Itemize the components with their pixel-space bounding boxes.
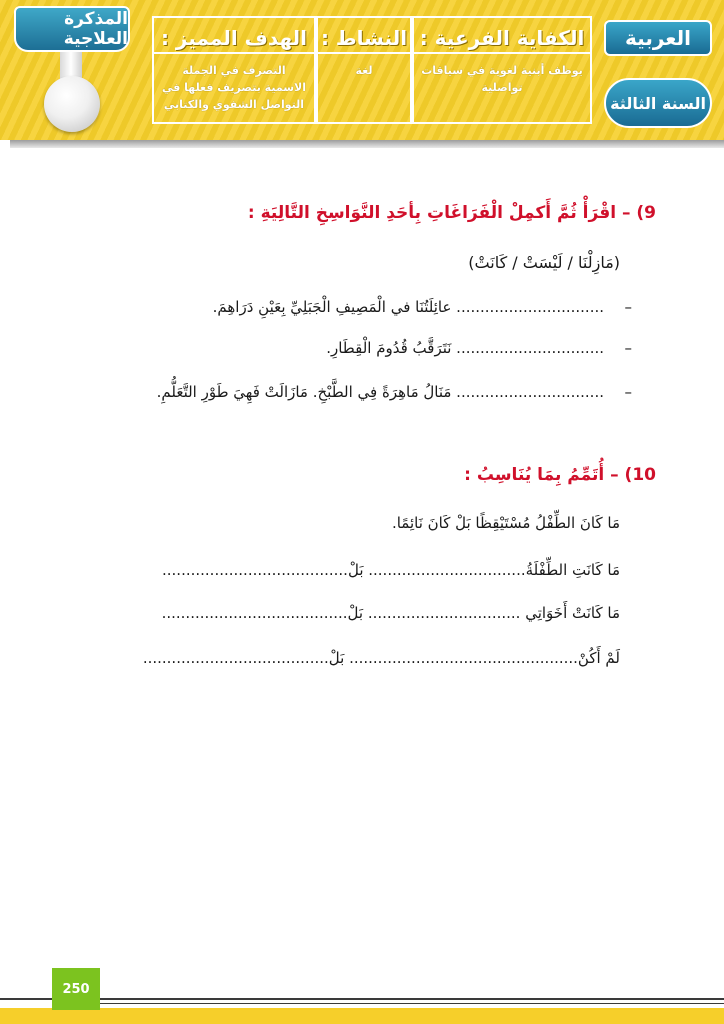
exercise-10-title [464,465,656,485]
exercise-9-title [248,203,656,223]
footer-rule-thin [100,1003,724,1004]
exercise-10-item: لَمْ أَكُنْ................................................ بَلْ....................................... [142,649,620,667]
goal-text: التصرف في الجملة الاسمية بتصريف فعلها في التواصل الشفوي والكتابي [162,64,306,111]
exercise-9-number: 9) [636,203,656,223]
page-number: 250 [52,968,100,1010]
competence-box [412,16,592,124]
goal-title: الهدف المميز : [154,18,314,54]
exercise-10-item: مَا كَانَتْ أَخَوَاتِي ................................ بَلْ....................................... [161,604,620,622]
activity-text: لغة [355,64,373,77]
footer-rule [0,998,724,1000]
competence-title: الكفاية الفرعية : [414,18,590,54]
exercise-10-number: 10) [624,465,656,485]
year-label: السنة الثالثة [604,78,712,128]
header-shadow [10,140,724,148]
remedial-note-badge [14,4,130,134]
activity-box [316,16,412,124]
exercise-10-example: مَا كَانَ الطِّفْلُ مُسْتَيْقِظًا بَلْ كَانَ نَائِمًا. [391,514,620,532]
exercise-9-item: ............................... مَنَالُ مَاهِرَةً فِي الطَّبْخِ. مَازَالَتْ فَهِيَ طَوْرِ التَّعَلُّمِ. [156,383,604,401]
header-band [0,0,724,140]
exercise-9-choices: (مَازِلْنَا / لَيْسَتْ / كَانَتْ) [468,253,620,272]
exercise-9-dash: – [624,298,632,316]
activity-title: النشاط : [318,18,410,54]
exercise-9-dash: – [624,383,632,401]
remedial-note-label: المذكرة العلاجية [14,6,130,52]
exercise-9-item: ............................... نَتَرَقَّبُ قُدُومَ الْقِطَارِ. [326,339,604,357]
badge-ball-icon [44,76,100,132]
exercise-10-item: مَا كَانَتِ الطِّفْلَةُ................................. بَلْ....................................... [162,561,620,579]
exercise-10-instruction: – أُتَمِّمُ بِمَا يُنَاسِبُ : [464,465,619,485]
exercise-9-item: ............................... عائِلَتُنَا في الْمَصِيفِ الْجَبَلِيِّ بِعَيْنِ دَرَاهِمَ. [212,298,604,316]
exercise-9-instruction: – اقْرَأْ ثُمَّ أَكمِلْ الْفَرَاغَاتِ بِأحَدِ النَّوَاسِخِ التَّالِيَةِ : [247,203,631,223]
subject-label: العربية [604,20,712,56]
competence-text: يوظف أبنية لغوية في سياقات تواصلية [421,64,583,94]
goal-box [152,16,316,124]
footer-band [0,1008,724,1024]
exercise-9-dash: – [624,339,632,357]
